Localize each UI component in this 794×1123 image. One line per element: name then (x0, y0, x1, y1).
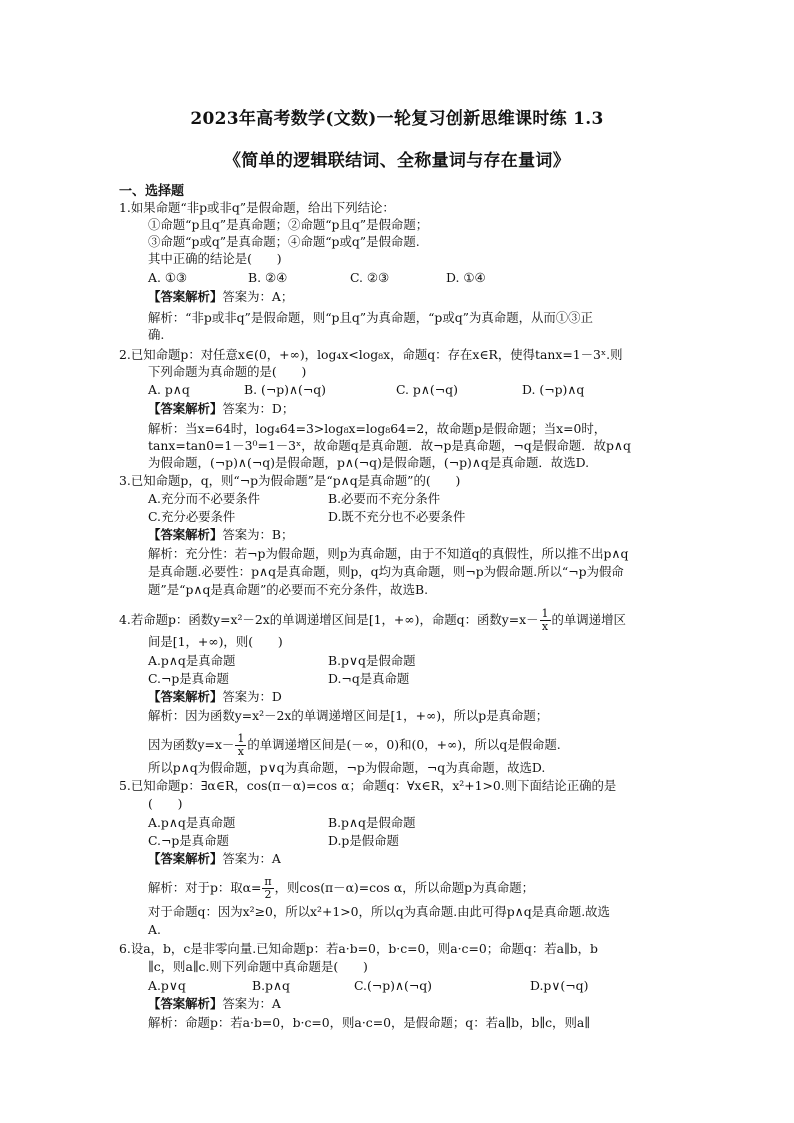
answer-label: 【答案解析】 (148, 689, 223, 704)
explanation: 对于命题q：因为x²≥0，所以x²+1>0，所以q为真命题.由此可得p∧q是真命题.故选 (148, 904, 610, 919)
q2-line: 下列命题为真命题的是( ) (148, 364, 307, 379)
q3-options-row1: A.充分而不必要条件 B.必要而不充分条件 (148, 491, 441, 506)
answer-label: 【答案解析】 (148, 289, 223, 304)
answer-label: 【答案解析】 (148, 527, 223, 542)
q1-line: ①命题“p且q”是真命题；②命题“p且q”是假命题； (148, 217, 429, 232)
explanation: 解析：“非p或非q”是假命题，则“p且q”为真命题，“p或q”为真命题，从而①③正 (148, 310, 593, 325)
answer-line: 【答案解析】答案为：D (148, 689, 282, 704)
fraction: $\frac{1}{x}$ (541, 607, 549, 633)
explanation: 是真命题.必要性：p∧q是真命题，则p，q均为真命题，则¬p为假命题.所以“¬p为假命 (148, 564, 624, 579)
q1-options: A. ①③ B. ②④ C. ②③ D. ①④ (148, 270, 486, 285)
q3-stem: 3.已知命题p，q，则“¬p为假命题”是“p∧q是真命题”的( ) (119, 473, 461, 488)
fraction: $\frac{\pi}{2}$ (264, 875, 272, 901)
answer-label: 【答案解析】 (148, 851, 223, 866)
q6-stem: 6.设a，b，c是非零向量.已知命题p：若a·b=0，b·c=0，则a·c=0；命题q：若a∥b，b (119, 941, 598, 956)
q5-options-row1: A.p∧q是真命题 B.p∧q是假命题 (148, 815, 416, 830)
explanation: 因为函数y=x－ $\frac{1}{x}$ 的单调递增区间是(－∞，0)和(0，+∞)，所以q是假命题. (148, 732, 561, 758)
answer-line: 【答案解析】答案为：A (148, 851, 281, 866)
explanation: 确. (148, 327, 165, 342)
q6-line: ∥c，则a∥c.则下列命题中真命题是( ) (148, 959, 368, 974)
q5-options-row2: C.¬p是真命题 D.p是假命题 (148, 833, 399, 848)
q3-options-row2: C.充分必要条件 D.既不充分也不必要条件 (148, 509, 466, 524)
answer-line: 【答案解析】答案为：D； (148, 401, 295, 416)
explanation: tanx=tan0=1－3⁰=1－3ˣ，故命题q是真命题．故¬p是真命题，¬q是假命题．故p∧q (148, 438, 631, 453)
q2-stem: 2.已知命题p：对任意x∈(0，+∞)，log₄x<log₈x，命题q：存在x∈R，使得tanx=1－3ˣ.则 (119, 347, 623, 362)
explanation: 解析：命题p：若a·b=0，b·c=0，则a·c=0，是假命题；q：若a∥b，b∥c，则a∥ (148, 1015, 590, 1030)
answer-label: 【答案解析】 (148, 401, 223, 416)
explanation: A. (148, 922, 161, 937)
q1-stem: 1.如果命题“非p或非q”是假命题，给出下列结论： (119, 200, 395, 215)
q4-options-row1: A.p∧q是真命题 B.p∨q是假命题 (148, 653, 416, 668)
answer-line: 【答案解析】答案为：A； (148, 289, 294, 304)
explanation: 解析：对于p：取α= $\frac{\pi}{2}$ ，则cos(π－α)=cos α，所以命题p为真命题； (148, 875, 535, 901)
explanation: 解析：当x=64时，log₄64=3>log₈x=log₈64=2，故命题p是假命题；当x=0时， (148, 421, 607, 436)
q4-options-row2: C.¬p是真命题 D.¬q是真命题 (148, 671, 410, 686)
q2-options: A. p∧q B. (¬p)∧(¬q) C. p∧(¬q) D. (¬p)∧q (148, 382, 585, 397)
page-title: 2023年高考数学(文数)一轮复习创新思维课时练 1.3 (190, 109, 604, 129)
q5-stem: 5.已知命题p：∃α∈R，cos(π－α)=cos α；命题q：∀x∈R，x²+1>0.则下面结论正确的是 (119, 778, 617, 793)
q1-line: ③命题“p或q”是真命题；④命题“p或q”是假命题. (148, 234, 420, 249)
explanation: 所以p∧q为假命题，p∨q为真命题，¬p为假命题，¬q为真命题，故选D. (148, 760, 546, 775)
fraction: $\frac{1}{x}$ (237, 732, 245, 758)
explanation: 解析：因为函数y=x²－2x的单调递增区间是[1，+∞)，所以p是真命题； (148, 708, 549, 723)
answer-label: 【答案解析】 (148, 996, 223, 1011)
q6-options: A.p∨q B.p∧q C.(¬p)∧(¬q) D.p∨(¬q) (148, 978, 589, 993)
explanation: 为假命题，(¬p)∧(¬q)是假命题，p∧(¬q)是假命题，(¬p)∧q是真命题．故选D. (148, 455, 590, 470)
q5-line: ( ) (148, 796, 183, 811)
answer-line: 【答案解析】答案为：B； (148, 527, 294, 542)
q1-line: 其中正确的结论是( ) (148, 251, 282, 266)
explanation: 题”是“p∧q是真命题”的必要而不充分条件，故选B. (148, 582, 429, 597)
section-heading: 一、选择题 (119, 184, 185, 199)
answer-line: 【答案解析】答案为：A (148, 996, 281, 1011)
q4-line: 间是[1，+∞)，则( ) (148, 634, 283, 649)
explanation: 解析：充分性：若¬p为假命题，则p为真命题，由于不知道q的真假性，所以推不出p∧q (148, 546, 629, 561)
page-subtitle: 《简单的逻辑联结词、全称量词与存在量词》 (224, 151, 570, 171)
q4-stem: 4.若命题p：函数y=x²－2x的单调递增区间是[1，+∞)，命题q：函数y=x－ $\frac{1}{x}$ 的单调递增区 (119, 607, 626, 633)
